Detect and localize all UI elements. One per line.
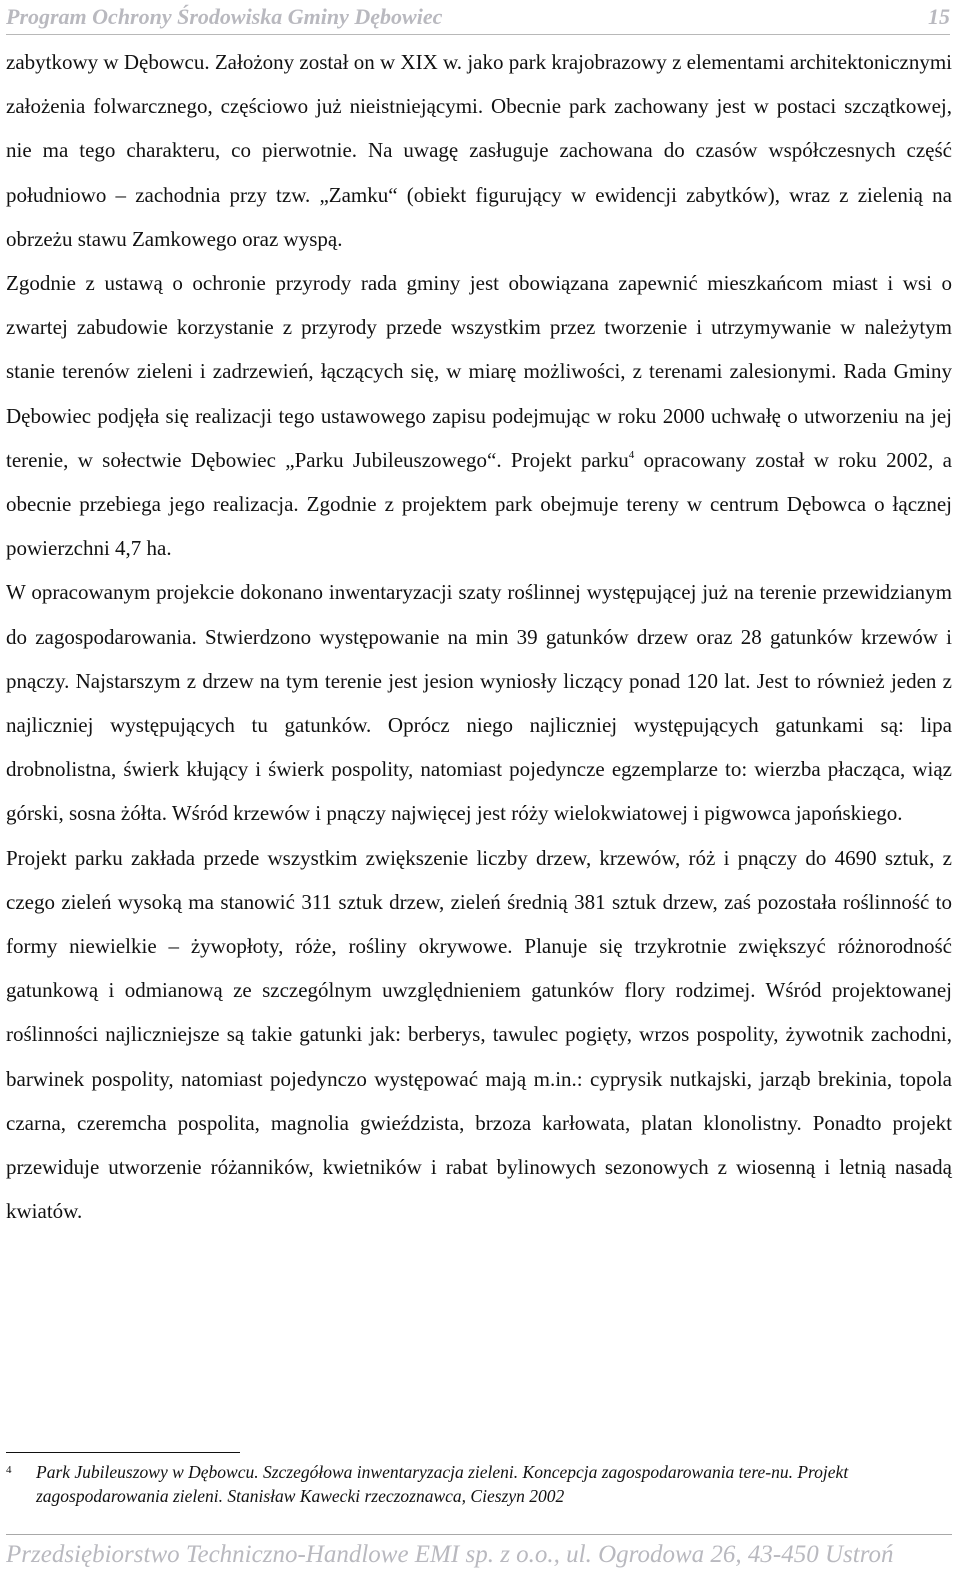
paragraph-castle-park: zabytkowy w Dębowcu. Założony został on w XIX w. jako park krajobrazowy z elementami architektonicznymi założenia folwarcznego, częściowo już nieistniejącymi. Obecnie park zachowany jest w postaci szczątkowej, nie ma tego charakteru, co pierwotnie. Na uwagę zasługuje zachowana do czasów współczesnych część południowo – zachodnia przy tzw. „Zamku“ (obiekt figurujący w ewidencji zabytków), wraz z zielenią na obrzeżu stawu Zamkowego oraz wyspą. bbox=[6, 50, 952, 251]
paragraph-project-plan: Projekt parku zakłada przede wszystkim zwiększenie liczby drzew, krzewów, róż i pnączy do 4690 sztuk, z czego zieleń wysoką ma stanowić 311 sztuk drzew, zieleń średnią 381 sztuk drzew, zaś pozostała roślinność to formy niewielkie – żywopłoty, róże, rośliny okrywowe. Planuje się trzykrotnie zwiększyć różnorodność gatunkową i odmianową ze szczególnym uwzględnieniem gatunków flory rodzimej. Wśród projektowanej roślinności najliczniejsze są takie gatunki jak: berberys, tawulec pogięty, wrzos pospolity, żywotnik zachodni, barwinek pospolity, natomiast pojedynczo występować mają m.in.: cyprysik nutkajski, jarząb brekinia, topola czarna, czeremcha pospolita, magnolia gwieździsta, brzoza karłowata, platan klonolistny. Ponadto projekt przewiduje utworzenie różanników, kwietników i rabat bylinowych sezonowych z wiosenną i letnią nasadą kwiatów. bbox=[6, 845, 952, 1224]
document-body bbox=[6, 40, 952, 1233]
footnote-text: Park Jubileuszowy w Dębowcu. Szczegółowa inwentaryzacja zieleni. Koncepcja zagospodarowania tere-nu. Projekt zagospodarowania zieleni. Stanisław Kawecki rzeczoznawca, Cieszyn 2002 bbox=[36, 1462, 849, 1506]
paragraph-jubilee-park bbox=[6, 261, 952, 570]
page-header bbox=[6, 2, 950, 35]
footnote-reference[interactable]: 4 bbox=[628, 448, 635, 461]
page-number: 15 bbox=[928, 4, 950, 29]
footnote bbox=[6, 1460, 902, 1508]
page-footer: Przedsiębiorstwo Techniczno-Handlowe EMI sp. z o.o., ul. Ogrodowa 26, 43-450 Ustroń bbox=[6, 1534, 952, 1580]
document-title: Program Ochrony Środowiska Gminy Dębowiec bbox=[6, 4, 443, 29]
paragraph-text: opracowany został w roku 2002, a obecnie przebiega jego realizacja. Zgodnie z projektem park obejmuje tereny w centrum Dębowca o łącznej powierzchni 4,7 ha. bbox=[6, 447, 952, 561]
footnote-separator bbox=[6, 1452, 240, 1453]
paragraph-text: Zgodnie z ustawą o ochronie przyrody rada gminy jest obowiązana zapewnić mieszkańcom miast i wsi o zwartej zabudowie korzystanie z przyrody przede wszystkim przez tworzenie i utrzymywanie w należytym stanie terenów zieleni i zadrzewień, łączących się, w miarę możliwości, z terenami zalesionymi. Rada Gminy Dębowiec podjęła się realizacji tego ustawowego zapisu podejmując w roku 2000 uchwałę o utworzeniu na jej terenie, w sołectwie Dębowiec „Parku Jubileuszowego“. Projekt parku bbox=[6, 271, 952, 472]
footnote-mark: 4 bbox=[6, 1464, 12, 1476]
paragraph-inventory: W opracowanym projekcie dokonano inwentaryzacji szaty roślinnej występującej już na terenie przewidzianym do zagospodarowania. Stwierdzono występowanie na min 39 gatunków drzew oraz 28 gatunków krzewów i pnączy. Najstarszym z drzew na tym terenie jest jesion wyniosły liczący ponad 120 lat. Jest to również jeden z najliczniej występujących tu gatunków. Oprócz niego najliczniej występujących gatunkami są: lipa drobnolistna, świerk kłujący i świerk pospolity, natomiast pojedyncze egzemplarze to: wierzba płacząca, wiąz górski, sosna żółta. Wśród krzewów i pnączy najwięcej jest róży wielokwiatowej i pigwowca japońskiego. bbox=[6, 580, 952, 826]
